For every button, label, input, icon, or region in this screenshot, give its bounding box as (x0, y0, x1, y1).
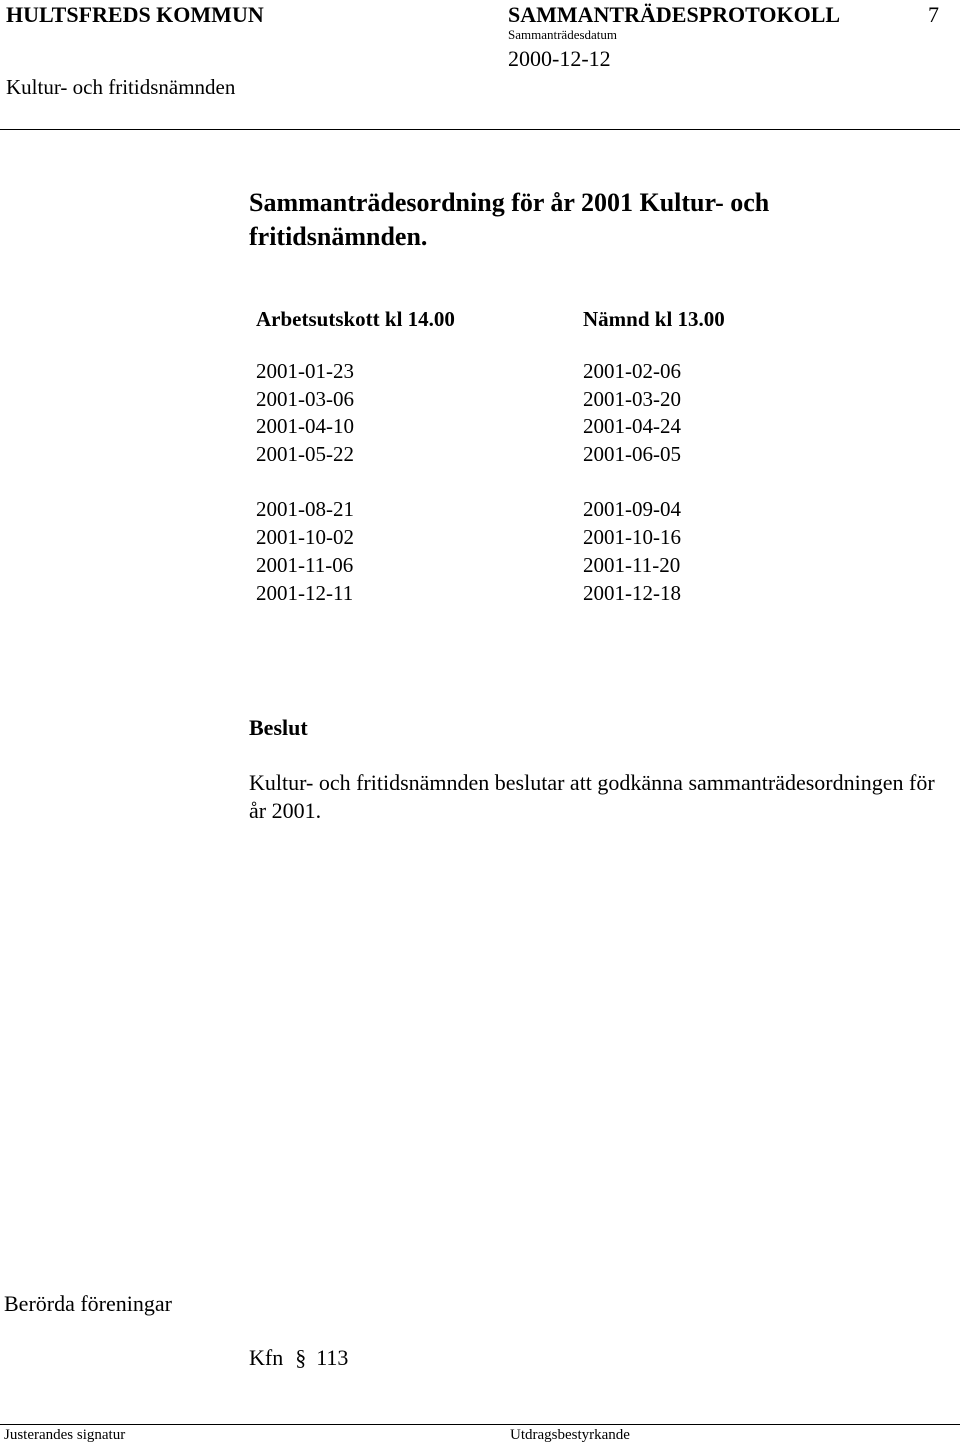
document-type: SAMMANTRÄDESPROTOKOLL (508, 2, 841, 27)
reference-prefix: Kfn (249, 1345, 284, 1370)
extract-certification-label: Utdragsbestyrkande (510, 1427, 630, 1443)
date-item: 2001-02-06 (583, 359, 681, 383)
date-item: 2001-08-21 (256, 497, 354, 522)
reference-number: 113 (316, 1345, 349, 1370)
section-symbol: § (295, 1345, 307, 1370)
col-b-heading: Nämnd kl 13.00 (583, 307, 725, 331)
date-item: 2001-10-02 (256, 525, 354, 550)
date-item: 2001-03-06 (256, 386, 354, 411)
date-item: 2001-03-20 (583, 386, 681, 411)
col-a-date-list (256, 358, 354, 607)
section-reference (249, 1345, 348, 1371)
header-divider (0, 129, 960, 130)
spacer (583, 469, 681, 497)
date-item: 2001-01-23 (256, 359, 354, 383)
spacer (256, 469, 354, 497)
page-title: Sammanträdesordning för år 2001 Kultur- och fritidsnämnden. (249, 188, 770, 251)
date-item: 2001-05-22 (256, 442, 354, 467)
page-number: 7 (928, 2, 939, 27)
date-item: 2001-09-04 (583, 497, 681, 522)
meeting-date: 2000-12-12 (508, 46, 611, 71)
decision-heading: Beslut (249, 715, 308, 740)
col-a-heading: Arbetsutskott kl 14.00 (256, 307, 455, 331)
date-item: 2001-06-05 (583, 442, 681, 467)
date-item: 2001-11-06 (256, 552, 354, 577)
date-item: 2001-12-18 (583, 580, 681, 605)
date-item: 2001-04-10 (256, 414, 354, 439)
meeting-date-label: Sammanträdesdatum (508, 27, 618, 42)
date-item: 2001-11-20 (583, 552, 681, 577)
affected-parties-label: Berörda föreningar (4, 1291, 172, 1316)
signature-label: Justerandes signatur (4, 1427, 126, 1443)
date-item: 2001-12-11 (256, 580, 354, 605)
date-item: 2001-10-16 (583, 525, 681, 550)
date-item: 2001-04-24 (583, 414, 681, 439)
organization-name: HULTSFREDS KOMMUN (6, 2, 264, 27)
col-b-date-list (583, 358, 681, 607)
decision-text: Kultur- och fritidsnämnden beslutar att godkänna sammanträdesordningen för år 2001. (249, 770, 935, 823)
board-name: Kultur- och fritidsnämnden (6, 75, 236, 99)
footer-divider (0, 1424, 960, 1425)
